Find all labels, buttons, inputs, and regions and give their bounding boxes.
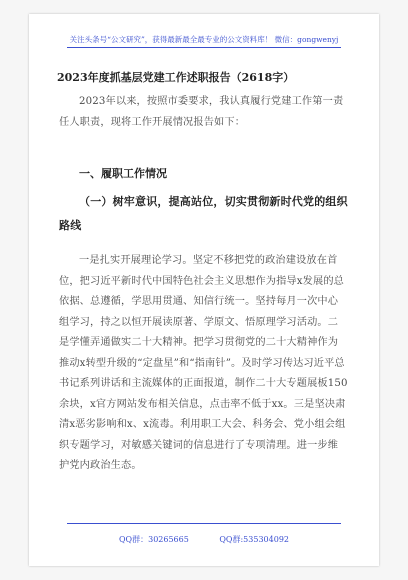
document-title: 2023年度抓基层党建工作述职报告（2618字） [57, 71, 295, 84]
document-page [29, 14, 379, 566]
footer-qq-group-1: QQ群：30265665 [118, 535, 189, 544]
subsection-heading: （一）树牢意识，提高站位，切实贯彻新时代党的组织路线 [59, 195, 348, 232]
footer-divider [67, 523, 341, 524]
body-paragraph: 一是扎实开展理论学习。坚定不移把党的政治建设放在首位，把习近平新时代中国特色社会主义思想作为指导x发展的总依据、总遵循，学思用贯通、知信行统一。坚持每月一次中心组学习，持之以恒开展读原著、学原文、悟原理学习活动。二是学懂弄通做实二十大精神。把学习贯彻党的二十大精神作为推动x转型升级的“定盘星”和“指南针”。及时学习传达习近平总书记系列讲话和主流媒体的正面报道，制作二十大专题展板150余块，x官方网站发布相关信息，点击率不低于xx。三是坚决肃清x恶劣影响和x、x流毒。利用职工大会、科务会、党小组会组织专题学习，对敏感关键词的信息进行了专项清理。进一步维护党内政治生态。 [59, 255, 348, 471]
footer-qq-group-2: QQ群:535304092 [219, 535, 289, 544]
intro-paragraph: 2023年以来，按照市委要求，我认真履行党建工作第一责任人职责，现将工作开展情况报告如下： [59, 96, 344, 128]
header-notice: 关注头条号“公文研究”，获得最新最全最专业的公文资料库！ 微信：gongwenyj [69, 35, 339, 44]
header-divider [67, 47, 341, 48]
section-heading: 一、履职工作情况 [79, 167, 167, 180]
footer [29, 534, 379, 545]
